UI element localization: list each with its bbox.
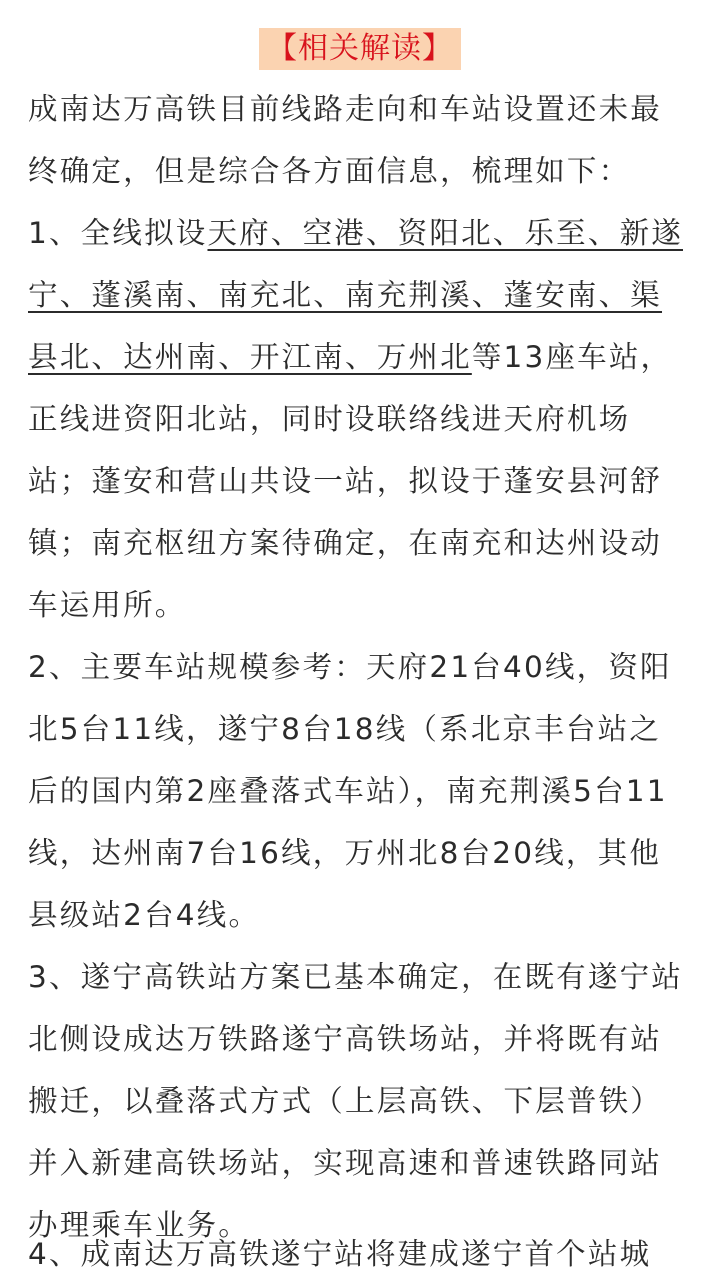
section-title: 【相关解读】 — [259, 28, 461, 70]
point-2-paragraph: 2、主要车站规模参考：天府21台40线，资阳北5台11线，遂宁8台18线（系北京丰台站之后的国内第2座叠落式车站），南充荆溪5台11线，达州南7台16线，万州北8台20线，其他县级站2台4线。 — [28, 650, 672, 932]
title-wrap — [28, 28, 692, 74]
point-1-station-list: 天府、空港、资阳北、乐至、新遂宁、蓬溪南、南充北、南充荆溪、蓬安南、渠县北、达州南、开江南、万州北 — [28, 216, 683, 374]
intro-paragraph: 成南达万高铁目前线路走向和车站设置还未最终确定，但是综合各方面信息，梳理如下： — [28, 92, 663, 188]
point-3-paragraph: 3、遂宁高铁站方案已基本确定，在既有遂宁站北侧设成达万铁路遂宁高铁场站，并将既有站搬迁，以叠落式方式（上层高铁、下层普铁）并入新建高铁场站，实现高速和普速铁路同站办理乘车业务。 — [28, 960, 683, 1242]
point-1-rest: 等13座车站，正线进资阳北站，同时设联络线进天府机场站；蓬安和营山共设一站，拟设于蓬安县河舒镇；南充枢纽方案待确定，在南充和达州设动车运用所。 — [28, 340, 673, 622]
article — [28, 28, 692, 1256]
point-1-paragraph — [28, 202, 692, 636]
cut-off-paragraph: 4、成南达万高铁遂宁站将建成遂宁首个站城 — [28, 1237, 652, 1271]
point-1-prefix: 1、全线拟设 — [28, 216, 208, 250]
